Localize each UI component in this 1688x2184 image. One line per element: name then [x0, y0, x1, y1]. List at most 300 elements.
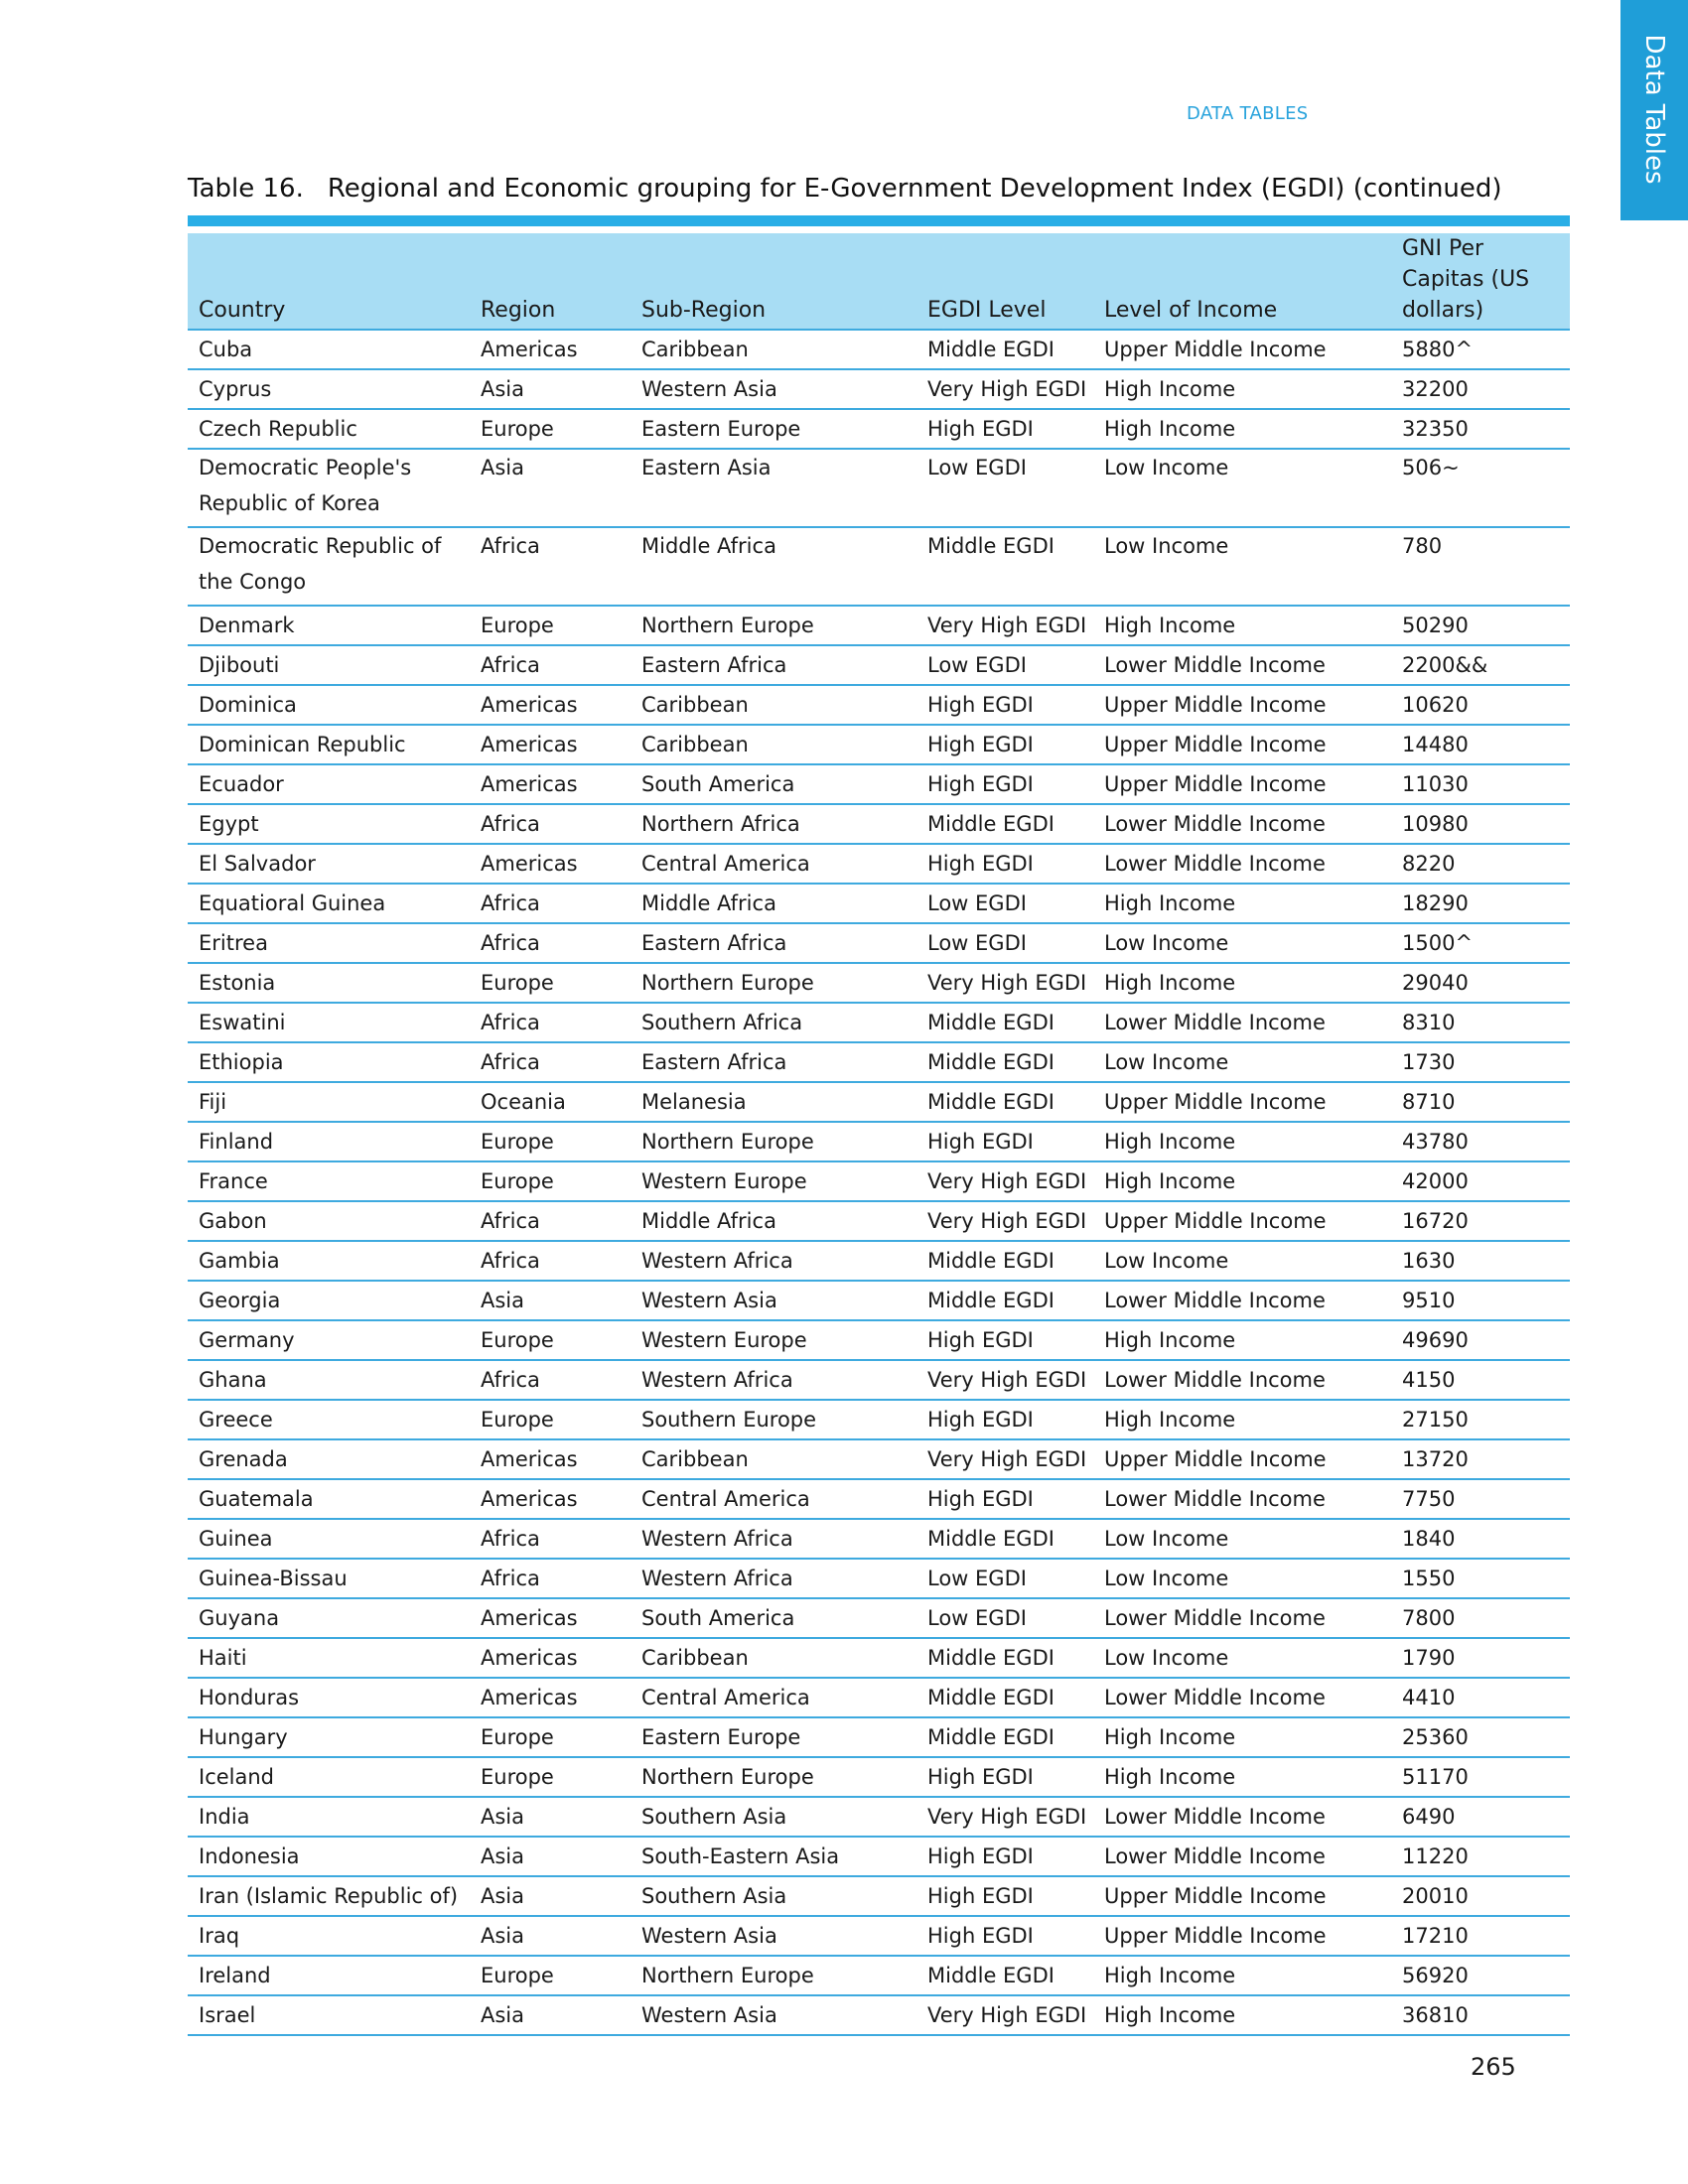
table-cell: 506~ — [1391, 449, 1570, 527]
table-cell: Upper Middle Income — [1093, 764, 1391, 804]
table-cell: Very High EGDI — [916, 1797, 1093, 1837]
table-cell: Africa — [470, 884, 631, 923]
table-cell: 32200 — [1391, 369, 1570, 409]
table-cell: Very High EGDI — [916, 606, 1093, 645]
table-cell: El Salvador — [188, 844, 470, 884]
table-cell: France — [188, 1161, 470, 1201]
table-cell: Democratic Republic of the Congo — [188, 527, 470, 606]
table-cell: Western Africa — [631, 1559, 916, 1598]
table-cell: Fiji — [188, 1082, 470, 1122]
table-cell: Middle EGDI — [916, 1003, 1093, 1042]
table-cell: High Income — [1093, 1995, 1391, 2035]
table-cell: Lower Middle Income — [1093, 844, 1391, 884]
table-cell: High Income — [1093, 606, 1391, 645]
table-cell: Finland — [188, 1122, 470, 1161]
table-cell: Guinea-Bissau — [188, 1559, 470, 1598]
table-cell: Grenada — [188, 1439, 470, 1479]
table-row — [188, 1717, 1570, 1757]
table-cell: High Income — [1093, 1320, 1391, 1360]
table-cell: 49690 — [1391, 1320, 1570, 1360]
table-cell: High EGDI — [916, 764, 1093, 804]
table-cell: 10620 — [1391, 685, 1570, 725]
table-cell: Ireland — [188, 1956, 470, 1995]
table-cell: Asia — [470, 449, 631, 527]
table-row — [188, 1439, 1570, 1479]
table-cell: High EGDI — [916, 1876, 1093, 1916]
table-cell: Lower Middle Income — [1093, 1837, 1391, 1876]
table-cell: Low EGDI — [916, 1559, 1093, 1598]
table-cell: 8220 — [1391, 844, 1570, 884]
table-cell: 56920 — [1391, 1956, 1570, 1995]
table-cell: Low Income — [1093, 923, 1391, 963]
table-cell: 36810 — [1391, 1995, 1570, 2035]
table-cell: Asia — [470, 369, 631, 409]
table-cell: Guinea — [188, 1519, 470, 1559]
table-cell: Eastern Africa — [631, 1042, 916, 1082]
table-cell: 29040 — [1391, 963, 1570, 1003]
table-row — [188, 645, 1570, 685]
table-row — [188, 685, 1570, 725]
table-cell: High EGDI — [916, 1479, 1093, 1519]
table-cell: Middle EGDI — [916, 1678, 1093, 1717]
table-cell: 4150 — [1391, 1360, 1570, 1400]
table-row — [188, 1995, 1570, 2035]
table-cell: Western Asia — [631, 1281, 916, 1320]
table-cell: Northern Europe — [631, 606, 916, 645]
table-cell: Eastern Asia — [631, 449, 916, 527]
table-cell: High Income — [1093, 1757, 1391, 1797]
table-row — [188, 409, 1570, 449]
table-cell: Cyprus — [188, 369, 470, 409]
table-cell: 20010 — [1391, 1876, 1570, 1916]
table-cell: Asia — [470, 1281, 631, 1320]
table-cell: Europe — [470, 1320, 631, 1360]
table-cell: Very High EGDI — [916, 1201, 1093, 1241]
table-cell: Very High EGDI — [916, 1439, 1093, 1479]
table-row — [188, 1598, 1570, 1638]
table-cell: Greece — [188, 1400, 470, 1439]
table-cell: Middle EGDI — [916, 1519, 1093, 1559]
table-cell: Eastern Africa — [631, 645, 916, 685]
table-cell: Middle EGDI — [916, 1717, 1093, 1757]
table-cell: Cuba — [188, 330, 470, 369]
table-row — [188, 1916, 1570, 1956]
table-cell: Very High EGDI — [916, 369, 1093, 409]
table-cell: Lower Middle Income — [1093, 1479, 1391, 1519]
table-row — [188, 1837, 1570, 1876]
table-cell: High Income — [1093, 963, 1391, 1003]
table-cell: Northern Europe — [631, 1956, 916, 1995]
table-cell: 1790 — [1391, 1638, 1570, 1678]
table-cell: Haiti — [188, 1638, 470, 1678]
table-cell: High EGDI — [916, 685, 1093, 725]
table-cell: Europe — [470, 963, 631, 1003]
table-cell: Middle EGDI — [916, 527, 1093, 606]
table-cell: Low Income — [1093, 1519, 1391, 1559]
table-cell: Southern Africa — [631, 1003, 916, 1042]
table-row — [188, 330, 1570, 369]
table-cell: Western Europe — [631, 1320, 916, 1360]
column-header: GNI Per Capitas (US dollars) — [1391, 233, 1570, 330]
table-cell: Low EGDI — [916, 645, 1093, 685]
table-cell: 1840 — [1391, 1519, 1570, 1559]
table-cell: Western Asia — [631, 1995, 916, 2035]
table-cell: 6490 — [1391, 1797, 1570, 1837]
table-row — [188, 1479, 1570, 1519]
table-cell: Iran (Islamic Republic of) — [188, 1876, 470, 1916]
table-cell: 9510 — [1391, 1281, 1570, 1320]
side-tab-label: Data Tables — [1639, 34, 1669, 185]
table-cell: Eastern Europe — [631, 409, 916, 449]
table-cell: Ethiopia — [188, 1042, 470, 1082]
table-cell: Lower Middle Income — [1093, 645, 1391, 685]
table-cell: Upper Middle Income — [1093, 1916, 1391, 1956]
table-cell: High Income — [1093, 1956, 1391, 1995]
table-cell: Southern Asia — [631, 1876, 916, 1916]
table-cell: Americas — [470, 725, 631, 764]
table-row — [188, 923, 1570, 963]
table-cell: Gabon — [188, 1201, 470, 1241]
table-cell: Iceland — [188, 1757, 470, 1797]
table-cell: Africa — [470, 1559, 631, 1598]
table-cell: Americas — [470, 1678, 631, 1717]
table-cell: Middle EGDI — [916, 1042, 1093, 1082]
table-cell: 50290 — [1391, 606, 1570, 645]
table-body — [188, 330, 1570, 2035]
table-cell: India — [188, 1797, 470, 1837]
table-cell: Low Income — [1093, 1241, 1391, 1281]
table-cell: 4410 — [1391, 1678, 1570, 1717]
table-cell: Djibouti — [188, 645, 470, 685]
table-cell: Europe — [470, 606, 631, 645]
table-cell: Central America — [631, 1678, 916, 1717]
table-cell: Lower Middle Income — [1093, 1360, 1391, 1400]
table-cell: Low Income — [1093, 527, 1391, 606]
table-cell: Africa — [470, 923, 631, 963]
table-cell: Western Africa — [631, 1360, 916, 1400]
table-cell: Eastern Africa — [631, 923, 916, 963]
table-cell: Lower Middle Income — [1093, 1003, 1391, 1042]
table-cell: Americas — [470, 330, 631, 369]
table-cell: High EGDI — [916, 1400, 1093, 1439]
table-cell: Equatioral Guinea — [188, 884, 470, 923]
table-cell: Africa — [470, 804, 631, 844]
table-cell: Africa — [470, 1201, 631, 1241]
table-cell: 17210 — [1391, 1916, 1570, 1956]
table-row — [188, 1876, 1570, 1916]
table-cell: 1550 — [1391, 1559, 1570, 1598]
table-row — [188, 844, 1570, 884]
table-cell: Low Income — [1093, 1559, 1391, 1598]
table-cell: South-Eastern Asia — [631, 1837, 916, 1876]
table-cell: Guyana — [188, 1598, 470, 1638]
table-row — [188, 1241, 1570, 1281]
table-cell: Southern Asia — [631, 1797, 916, 1837]
table-cell: Europe — [470, 1161, 631, 1201]
table-cell: 8710 — [1391, 1082, 1570, 1122]
table-row — [188, 764, 1570, 804]
side-section-tab — [1620, 0, 1688, 220]
table-cell: High EGDI — [916, 1122, 1093, 1161]
title-divider — [188, 215, 1570, 226]
table-cell: Americas — [470, 685, 631, 725]
table-cell: Ecuador — [188, 764, 470, 804]
table-cell: Africa — [470, 645, 631, 685]
table-row — [188, 1956, 1570, 1995]
table-cell: Americas — [470, 844, 631, 884]
table-cell: Caribbean — [631, 725, 916, 764]
table-cell: Very High EGDI — [916, 1995, 1093, 2035]
table-cell: Europe — [470, 1122, 631, 1161]
table-cell: 32350 — [1391, 409, 1570, 449]
table-cell: Asia — [470, 1995, 631, 2035]
table-cell: Africa — [470, 1360, 631, 1400]
table-number: Table 16. — [188, 174, 304, 204]
table-cell: Dominica — [188, 685, 470, 725]
table-cell: Democratic People's Republic of Korea — [188, 449, 470, 527]
table-cell: 11220 — [1391, 1837, 1570, 1876]
table-cell: Middle Africa — [631, 884, 916, 923]
section-header: DATA TABLES — [1187, 103, 1309, 124]
table-row — [188, 1360, 1570, 1400]
table-cell: Guatemala — [188, 1479, 470, 1519]
table-cell: Middle Africa — [631, 527, 916, 606]
table-row — [188, 1797, 1570, 1837]
table-cell: High EGDI — [916, 1916, 1093, 1956]
table-cell: South America — [631, 1598, 916, 1638]
table-cell: Upper Middle Income — [1093, 330, 1391, 369]
table-cell: Low Income — [1093, 1042, 1391, 1082]
table-cell: 10980 — [1391, 804, 1570, 844]
table-cell: 7800 — [1391, 1598, 1570, 1638]
table-cell: Low EGDI — [916, 884, 1093, 923]
table-cell: Asia — [470, 1876, 631, 1916]
table-cell: High Income — [1093, 1400, 1391, 1439]
table-row — [188, 725, 1570, 764]
table-cell: High Income — [1093, 369, 1391, 409]
egdi-table — [188, 233, 1570, 2036]
table-cell: Lower Middle Income — [1093, 1281, 1391, 1320]
table-cell: Ghana — [188, 1360, 470, 1400]
table-cell: Africa — [470, 1042, 631, 1082]
table-cell: South America — [631, 764, 916, 804]
table-cell: Africa — [470, 1519, 631, 1559]
table-cell: Northern Africa — [631, 804, 916, 844]
table-cell: Hungary — [188, 1717, 470, 1757]
table-cell: Western Africa — [631, 1519, 916, 1559]
table-row — [188, 1042, 1570, 1082]
table-cell: 5880^ — [1391, 330, 1570, 369]
table-row — [188, 1003, 1570, 1042]
table-cell: 42000 — [1391, 1161, 1570, 1201]
table-cell: 1500^ — [1391, 923, 1570, 963]
table-cell: Honduras — [188, 1678, 470, 1717]
table-cell: Asia — [470, 1916, 631, 1956]
table-row — [188, 1161, 1570, 1201]
table-cell: Lower Middle Income — [1093, 1598, 1391, 1638]
table-cell: Middle EGDI — [916, 1281, 1093, 1320]
table-cell: Upper Middle Income — [1093, 725, 1391, 764]
table-cell: Very High EGDI — [916, 1360, 1093, 1400]
table-cell: Estonia — [188, 963, 470, 1003]
column-header: Country — [188, 233, 470, 330]
table-cell: Low Income — [1093, 449, 1391, 527]
table-cell: Melanesia — [631, 1082, 916, 1122]
table-cell: Africa — [470, 1241, 631, 1281]
table-cell: Northern Europe — [631, 1122, 916, 1161]
table-cell: Americas — [470, 1598, 631, 1638]
table-row — [188, 1519, 1570, 1559]
table-cell: Indonesia — [188, 1837, 470, 1876]
table-cell: Middle EGDI — [916, 330, 1093, 369]
table-cell: Georgia — [188, 1281, 470, 1320]
page-number: 265 — [1471, 2053, 1516, 2081]
table-cell: High EGDI — [916, 409, 1093, 449]
table-cell: Low EGDI — [916, 449, 1093, 527]
table-row — [188, 1559, 1570, 1598]
table-cell: 18290 — [1391, 884, 1570, 923]
table-cell: 7750 — [1391, 1479, 1570, 1519]
table-cell: Americas — [470, 1439, 631, 1479]
table-cell: 11030 — [1391, 764, 1570, 804]
table-cell: Western Asia — [631, 1916, 916, 1956]
table-cell: Central America — [631, 844, 916, 884]
table-row — [188, 1082, 1570, 1122]
table-cell: High EGDI — [916, 725, 1093, 764]
column-header: EGDI Level — [916, 233, 1093, 330]
table-cell: Lower Middle Income — [1093, 1678, 1391, 1717]
table-row — [188, 963, 1570, 1003]
table-cell: Lower Middle Income — [1093, 1797, 1391, 1837]
table-cell: Africa — [470, 1003, 631, 1042]
table-cell: Dominican Republic — [188, 725, 470, 764]
table-cell: Upper Middle Income — [1093, 1876, 1391, 1916]
table-cell: Upper Middle Income — [1093, 1439, 1391, 1479]
table-row — [188, 1201, 1570, 1241]
table-row — [188, 1320, 1570, 1360]
table-cell: Caribbean — [631, 330, 916, 369]
table-cell: Eswatini — [188, 1003, 470, 1042]
table-cell: Germany — [188, 1320, 470, 1360]
table-cell: Caribbean — [631, 1638, 916, 1678]
table-cell: Upper Middle Income — [1093, 1082, 1391, 1122]
table-cell: Very High EGDI — [916, 1161, 1093, 1201]
table-row — [188, 1757, 1570, 1797]
table-cell: Denmark — [188, 606, 470, 645]
table-cell: Europe — [470, 409, 631, 449]
table-cell: 27150 — [1391, 1400, 1570, 1439]
table-cell: Asia — [470, 1797, 631, 1837]
table-cell: Middle Africa — [631, 1201, 916, 1241]
table-cell: Iraq — [188, 1916, 470, 1956]
table-cell: Central America — [631, 1479, 916, 1519]
column-header: Sub-Region — [631, 233, 916, 330]
table-cell: Caribbean — [631, 1439, 916, 1479]
table-cell: High Income — [1093, 1717, 1391, 1757]
table-cell: Caribbean — [631, 685, 916, 725]
column-header: Level of Income — [1093, 233, 1391, 330]
table-cell: Low EGDI — [916, 923, 1093, 963]
table-row — [188, 1122, 1570, 1161]
table-cell: Europe — [470, 1757, 631, 1797]
table-cell: 16720 — [1391, 1201, 1570, 1241]
table-cell: Israel — [188, 1995, 470, 2035]
table-cell: Low Income — [1093, 1638, 1391, 1678]
table-cell: Upper Middle Income — [1093, 1201, 1391, 1241]
table-cell: High Income — [1093, 1122, 1391, 1161]
table-cell: Europe — [470, 1956, 631, 1995]
table-cell: High EGDI — [916, 1320, 1093, 1360]
table-cell: Northern Europe — [631, 963, 916, 1003]
table-cell: Middle EGDI — [916, 1082, 1093, 1122]
table-cell: Africa — [470, 527, 631, 606]
table-row — [188, 884, 1570, 923]
table-cell: High Income — [1093, 409, 1391, 449]
table-cell: High EGDI — [916, 844, 1093, 884]
column-header: Region — [470, 233, 631, 330]
table-cell: Europe — [470, 1717, 631, 1757]
table-cell: High Income — [1093, 1161, 1391, 1201]
table-cell: Western Africa — [631, 1241, 916, 1281]
table-cell: 780 — [1391, 527, 1570, 606]
table-row — [188, 804, 1570, 844]
table-row — [188, 527, 1570, 606]
table-cell: Southern Europe — [631, 1400, 916, 1439]
table-row — [188, 606, 1570, 645]
table-cell: Americas — [470, 764, 631, 804]
table-cell: Oceania — [470, 1082, 631, 1122]
table-cell: Middle EGDI — [916, 1638, 1093, 1678]
table-cell: Americas — [470, 1638, 631, 1678]
table-cell: Asia — [470, 1837, 631, 1876]
table-caption: Regional and Economic grouping for E-Government Development Index (EGDI) (continued) — [327, 174, 1502, 204]
table-cell: Very High EGDI — [916, 963, 1093, 1003]
table-row — [188, 1281, 1570, 1320]
table-cell: Egypt — [188, 804, 470, 844]
table-cell: Middle EGDI — [916, 804, 1093, 844]
table-cell: Middle EGDI — [916, 1241, 1093, 1281]
table-cell: 2200&& — [1391, 645, 1570, 685]
table-title — [188, 174, 1502, 204]
table-cell: High EGDI — [916, 1837, 1093, 1876]
table-cell: 8310 — [1391, 1003, 1570, 1042]
table-cell: Europe — [470, 1400, 631, 1439]
table-cell: Western Europe — [631, 1161, 916, 1201]
table-cell: Eastern Europe — [631, 1717, 916, 1757]
table-header-row — [188, 233, 1570, 330]
table-cell: 13720 — [1391, 1439, 1570, 1479]
table-cell: 43780 — [1391, 1122, 1570, 1161]
table-cell: Low EGDI — [916, 1598, 1093, 1638]
table-cell: Americas — [470, 1479, 631, 1519]
table-cell: 1630 — [1391, 1241, 1570, 1281]
table-row — [188, 1400, 1570, 1439]
table-cell: High EGDI — [916, 1757, 1093, 1797]
table-cell: Czech Republic — [188, 409, 470, 449]
table-cell: 25360 — [1391, 1717, 1570, 1757]
table-row — [188, 369, 1570, 409]
table-cell: Lower Middle Income — [1093, 804, 1391, 844]
table-cell: High Income — [1093, 884, 1391, 923]
table-cell: 14480 — [1391, 725, 1570, 764]
table-cell: 1730 — [1391, 1042, 1570, 1082]
table-cell: Gambia — [188, 1241, 470, 1281]
table-cell: Upper Middle Income — [1093, 685, 1391, 725]
table-cell: Middle EGDI — [916, 1956, 1093, 1995]
table-row — [188, 1638, 1570, 1678]
table-cell: Northern Europe — [631, 1757, 916, 1797]
table-row — [188, 449, 1570, 527]
